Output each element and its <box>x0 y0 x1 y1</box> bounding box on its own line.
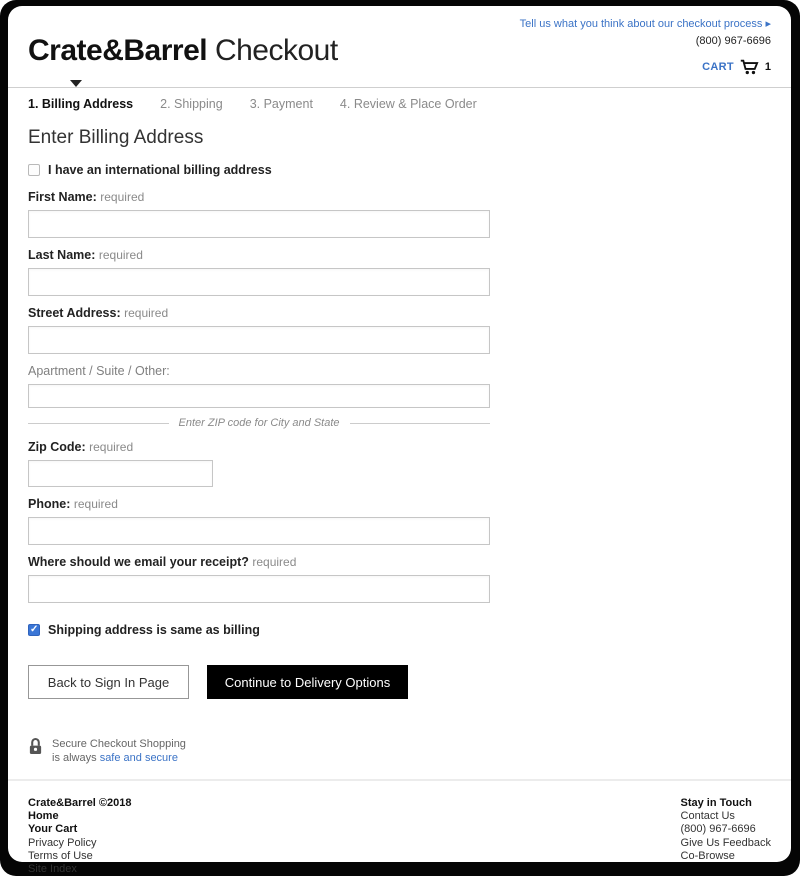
international-address-label: I have an international billing address <box>48 163 272 177</box>
shipping-same-label: Shipping address is same as billing <box>48 623 260 637</box>
header-divider <box>8 87 791 88</box>
footer-link-privacy-policy[interactable]: Privacy Policy <box>28 836 97 849</box>
zip-helper-divider <box>28 417 490 429</box>
zip-code-label: Zip Code: required <box>28 440 134 454</box>
phone-field <box>28 498 490 545</box>
safe-and-secure-link[interactable]: safe and secure <box>99 752 178 764</box>
zip-helper-note: Enter ZIP code for City and State <box>178 417 340 429</box>
footer-copyright: Crate&Barrel ©2018 <box>28 797 132 809</box>
footer-phone-number: (800) 967-6696 <box>680 823 756 836</box>
street-address-input[interactable] <box>28 326 490 354</box>
current-step-indicator-icon <box>70 80 82 87</box>
apartment-label: Apartment / Suite / Other: <box>28 364 170 378</box>
email-receipt-label: Where should we email your receipt? required <box>28 555 297 569</box>
footer-link-site-index[interactable]: Site Index <box>28 863 77 876</box>
last-name-field <box>28 249 490 296</box>
footer-link-terms-of-use[interactable]: Terms of Use <box>28 849 93 862</box>
phone-input[interactable] <box>28 517 490 545</box>
first-name-label: First Name: required <box>28 190 145 204</box>
international-address-row <box>28 163 771 177</box>
footer-link-give-us-feedback[interactable]: Give Us Feedback <box>680 836 771 849</box>
divider-line-right <box>350 423 491 424</box>
zip-code-field <box>28 441 490 487</box>
footer-left-links <box>28 797 132 876</box>
email-receipt-field <box>28 556 490 603</box>
street-address-label: Street Address: required <box>28 306 169 320</box>
secure-checkout-note <box>28 737 771 765</box>
brand-logo: Crate&Barrel <box>28 34 208 67</box>
feedback-bar <box>28 6 771 32</box>
footer-link-contact-us[interactable]: Contact Us <box>680 810 735 823</box>
secure-line1: Secure Checkout Shopping <box>52 738 186 750</box>
first-name-input[interactable] <box>28 210 490 238</box>
divider-line-left <box>28 423 169 424</box>
email-receipt-input[interactable] <box>28 575 490 603</box>
shipping-same-row <box>28 623 771 637</box>
checkout-steps <box>28 97 771 111</box>
step-review-place-order: 4. Review & Place Order <box>339 97 477 111</box>
form-actions <box>28 665 771 699</box>
footer-right-links <box>681 797 771 876</box>
footer-link-your-cart[interactable]: Your Cart <box>28 823 78 836</box>
street-address-field <box>28 307 490 354</box>
last-name-label: Last Name: required <box>28 248 143 262</box>
first-name-field <box>28 191 490 238</box>
stay-in-touch-title: Stay in Touch <box>680 797 752 809</box>
checkout-page <box>8 6 791 876</box>
apartment-field <box>28 365 490 408</box>
app-title: Checkout <box>214 34 338 67</box>
step-payment: 3. Payment <box>249 97 313 111</box>
phone-label: Phone: required <box>28 497 118 511</box>
continue-to-delivery-button[interactable]: Continue to Delivery Options <box>207 665 408 699</box>
feedback-link[interactable]: Tell us what you think about our checkout process ▸ <box>519 18 771 30</box>
footer <box>8 781 791 876</box>
secure-line2: is always safe and secure <box>52 752 178 764</box>
header-right <box>696 34 771 75</box>
cart-count: 1 <box>764 61 771 73</box>
cart-link[interactable]: CART <box>702 61 734 73</box>
lock-icon <box>28 737 43 756</box>
logo <box>28 34 338 68</box>
shipping-same-checkbox[interactable] <box>28 624 40 636</box>
international-address-checkbox[interactable] <box>28 164 40 176</box>
last-name-input[interactable] <box>28 268 490 296</box>
step-billing-address: 1. Billing Address <box>28 97 134 111</box>
page-title: Enter Billing Address <box>28 127 204 148</box>
step-shipping: 2. Shipping <box>160 97 223 111</box>
zip-code-input[interactable] <box>28 460 213 487</box>
cart-widget[interactable] <box>696 59 771 75</box>
cart-icon[interactable] <box>740 59 759 75</box>
apartment-input[interactable] <box>28 384 490 408</box>
back-to-sign-in-button[interactable]: Back to Sign In Page <box>28 665 189 699</box>
secure-text <box>52 737 186 765</box>
footer-link-home[interactable]: Home <box>28 810 59 823</box>
header <box>28 34 771 75</box>
footer-link-co-browse[interactable]: Co-Browse <box>680 849 735 862</box>
phone-number: (800) 967-6696 <box>695 35 771 47</box>
